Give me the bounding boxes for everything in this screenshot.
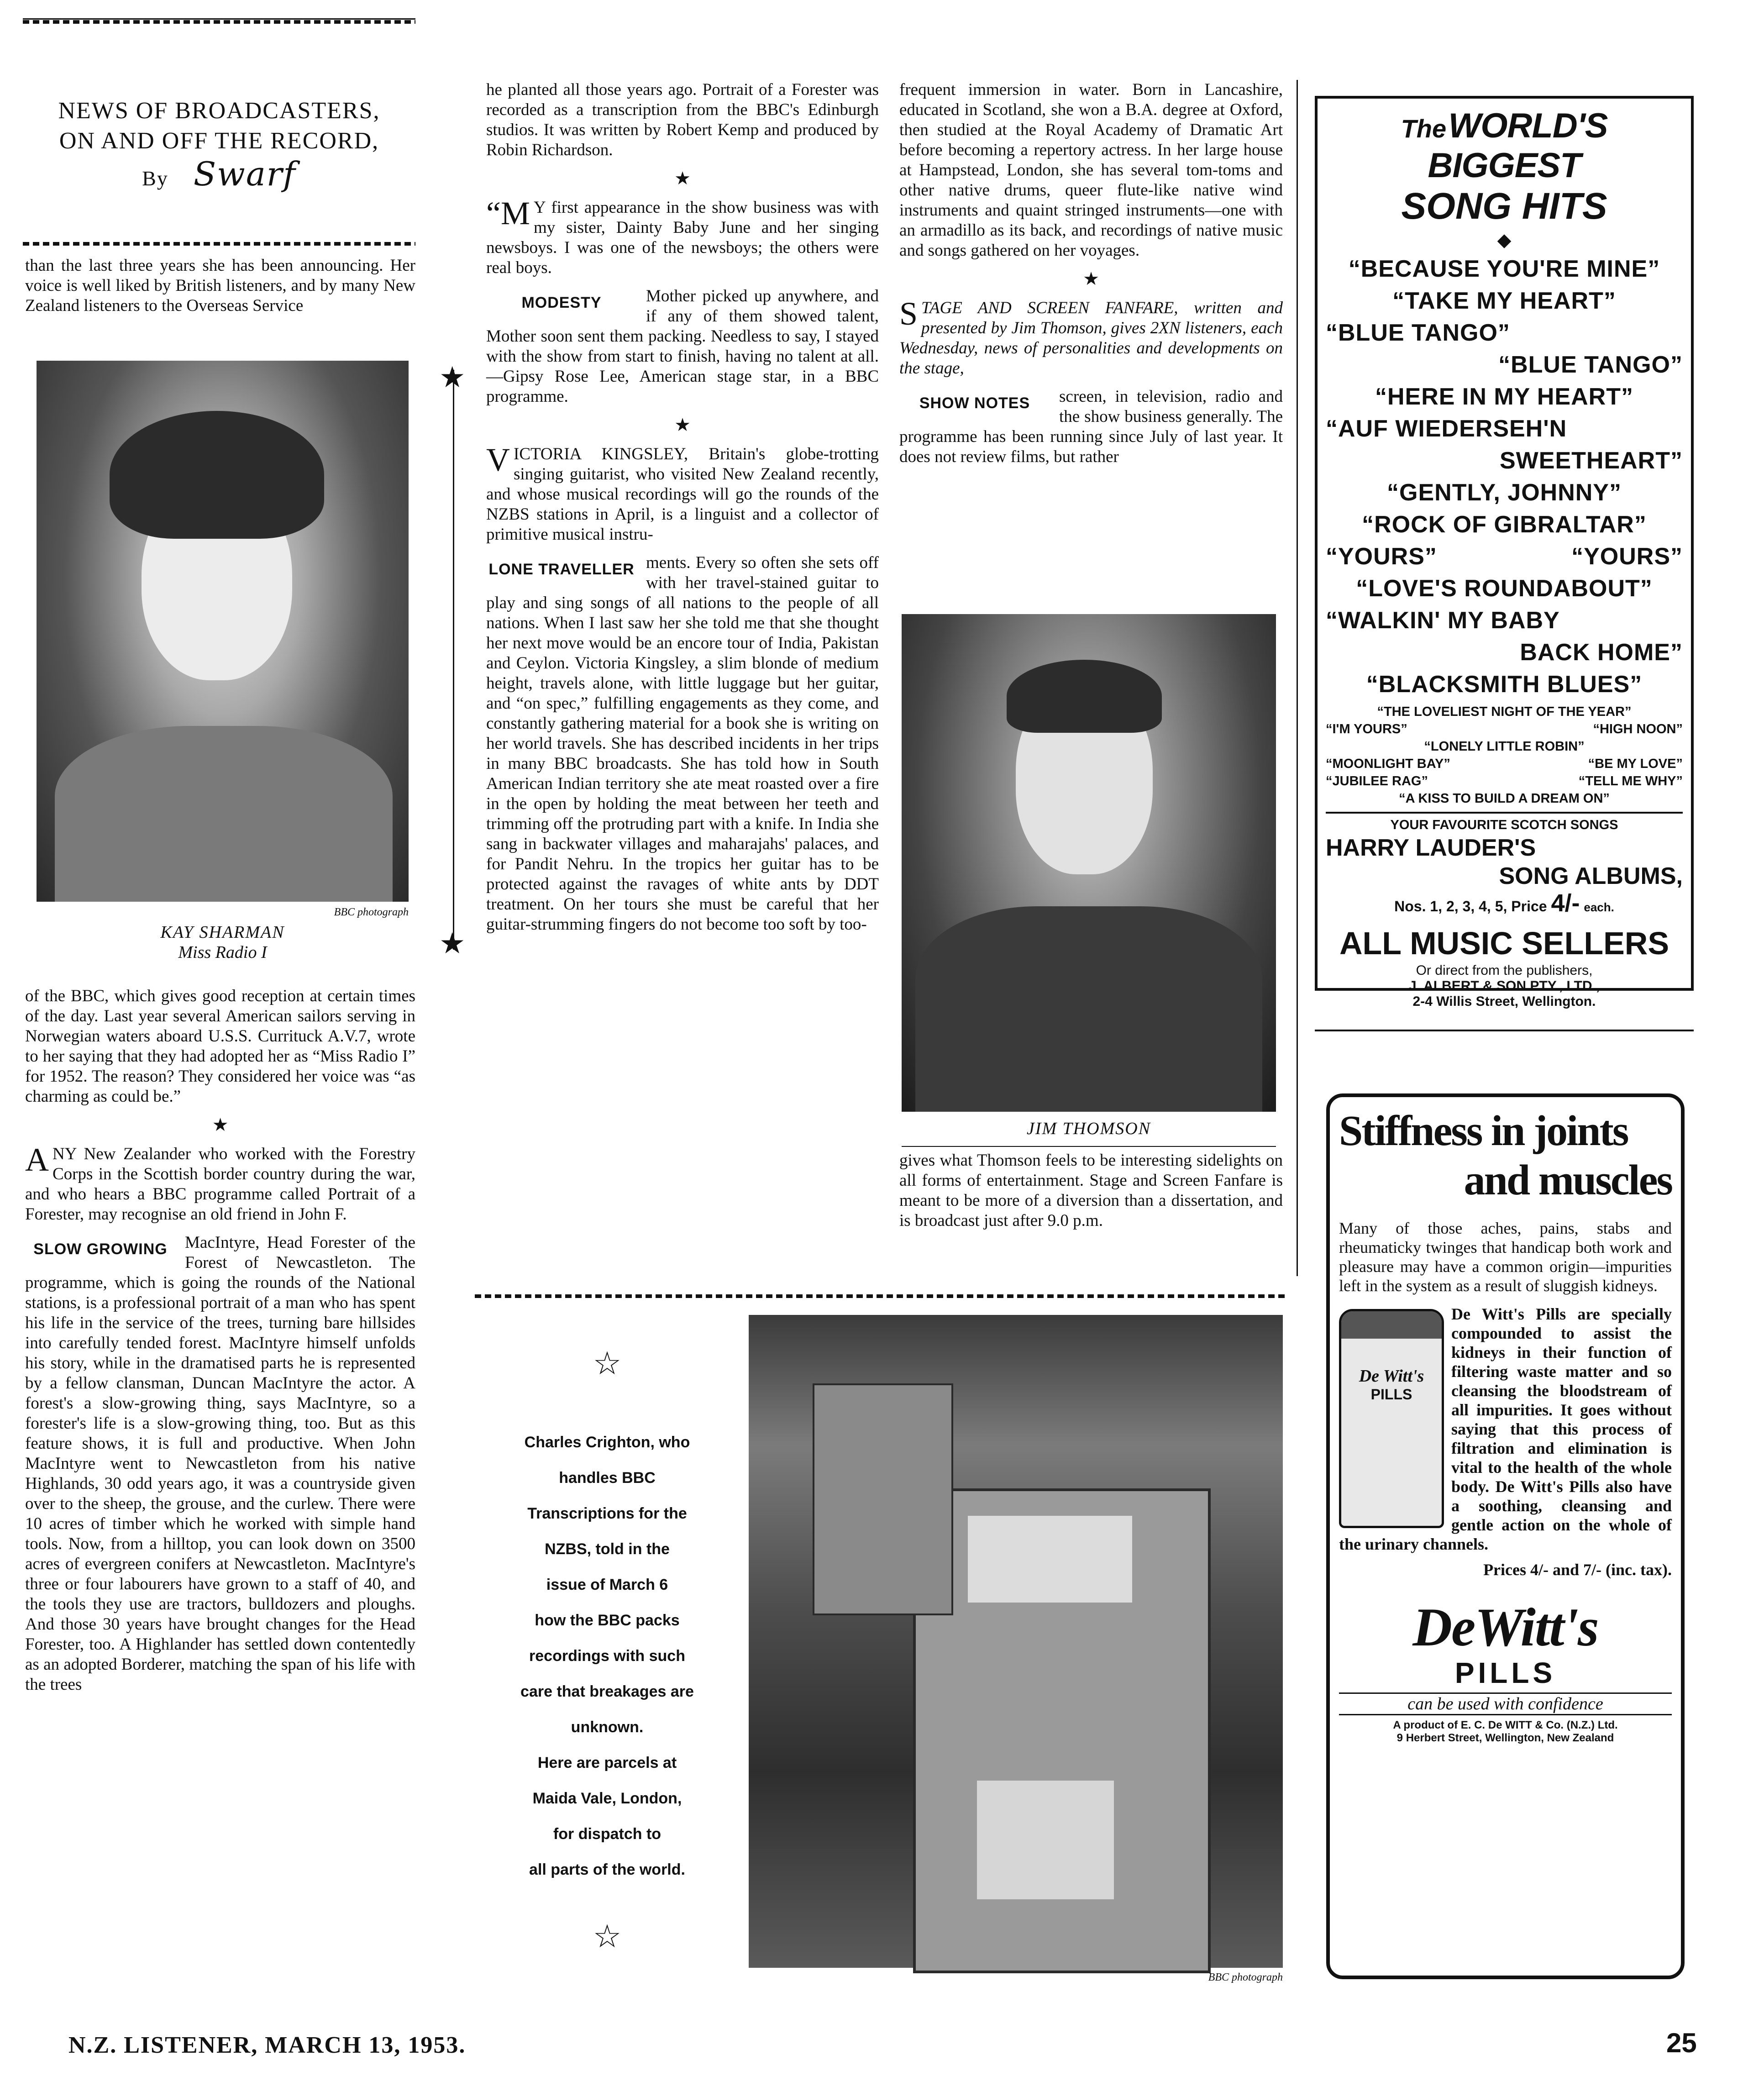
sharman-continued: of the BBC, which gives good reception at certain times of the day. Last year several American sailors serving in Norwegian waters aboard U.S.S. Currituck A.V.7, wrote to her saying that they had adopted her as “Miss Radio I” for 1952. The reason? They considered her voice was “as charming as could be.” — [25, 987, 415, 1106]
fanfare-body: SHOW NOTES screen, in television, radio and the show business generally. The programme has been running since July of last year. It does not review films, but rather — [899, 387, 1283, 466]
star-icon: ★ — [674, 168, 691, 189]
bottle-label-brand: De Witt's — [1359, 1366, 1424, 1386]
side-label-modesty: MODESTY — [521, 294, 602, 311]
divider-star-icon: ★ — [439, 927, 466, 960]
song-title: “AUF WIEDERSEH'N — [1326, 415, 1567, 442]
header-line-1: NEWS OF BROADCASTERS, — [58, 98, 380, 124]
song-title: “ROCK OF GIBRALTAR” — [1362, 511, 1647, 538]
column-3-bottom — [899, 1151, 1283, 1239]
victoria-body: LONE TRAVELLER ments. Every so often she sets off with her travel-stained guitar to play and sing songs of all nations to the people of all nations. When I last saw her she told me that she thought her next move would be an encore tour of India, Pakistan and Ceylon. Victoria Kingsley, a slim blonde of medium height, travels alone, with little luggage but her guitar, and “on spec,” fulfilling engagements as they come, and constantly gathering material for a book she is writing on her world travels. She has described incidents in her trips in many BBC broadcasts. She has told how in South American Indian territory she ate meat roasted over a fire in the open by holding the meat between her teeth and trimming off the protruding part with a knife. In India she sang in backwater villages and maharajahs' palaces, and for Pandit Nehru. In the tropics her guitar has to be protected against the ravages of white ants by DDT treatment. On her tours she must be careful that her guitar-strumming fingers do not become too soft by too- — [486, 553, 879, 934]
dewitts-para-2: De Witt's Pills are specially compounded to assist the kidneys in their function of filtering waste matter and so cleansing the bloodstream of all impurities. It goes without saying that this process of filtration and elimination is vital to the health of the whole body. De Witt's Pills also have a soothing, cleansing and gentle action on the whole of the urinary channels. — [1339, 1305, 1672, 1553]
modesty-lead: “M Y first appearance in the show business was with my sister, Dainty Baby June and her singing newsboys. I was one of the newsboys; the others were real boys. — [486, 195, 879, 277]
song-hits-ad — [1315, 96, 1694, 1009]
dewitts-headline-1: Stiffness in joints — [1339, 1107, 1628, 1155]
column-1-intro — [25, 256, 415, 324]
jim-thomson-photo — [902, 614, 1276, 1112]
kay-sharman-photo — [37, 361, 409, 902]
victoria-dropcap: V — [486, 441, 510, 478]
song-title: “BLACKSMITH BLUES” — [1366, 671, 1643, 698]
outline-star-icon: ☆ — [593, 1919, 622, 1955]
footer-masthead: N.Z. LISTENER, MARCH 13, 1953. — [68, 2032, 466, 2058]
side-label-slow-growing: SLOW GROWING — [33, 1240, 168, 1258]
song-title: “I'M YOURS” — [1326, 722, 1407, 736]
portrait-collar-shape — [55, 726, 393, 902]
header-top-wavy-rule — [23, 20, 415, 24]
song-title: “BE MY LOVE” — [1588, 757, 1683, 771]
song-title: “BECAUSE YOU'RE MINE” — [1348, 256, 1660, 282]
parcels-photo-credit: BBC photograph — [1208, 1971, 1283, 1983]
portrait-jacket-shape — [915, 906, 1262, 1112]
publisher-address: 2-4 Willis Street, Wellington. — [1412, 994, 1596, 1009]
side-label-show-notes: SHOW NOTES — [919, 394, 1030, 412]
song-title: “HERE IN MY HEART” — [1375, 384, 1633, 410]
scotch-songs-line: YOUR FAVOURITE SCOTCH SONGS — [1390, 818, 1618, 832]
portrait-hair-shape — [110, 411, 324, 539]
dewitts-confidence: can be used with confidence — [1339, 1692, 1672, 1715]
dewitts-product-address: 9 Herbert Street, Wellington, New Zealand — [1396, 1732, 1614, 1744]
ad-title-line1: WORLD'S BIGGEST — [1428, 106, 1608, 185]
song-title: “LONELY LITTLE ROBIN” — [1424, 739, 1585, 754]
lauder-line-2: SONG ALBUMS, — [1499, 863, 1683, 889]
portrait-hair-shape — [1007, 660, 1162, 733]
dewitts-para-1: Many of those aches, pains, stabs and rheumaticky twinges that handicap both work and pleasure may have a common origin—impurities left in the system as a result of sluggish kidneys. — [1339, 1219, 1672, 1295]
column-divider-3 — [1297, 80, 1298, 1276]
dewitts-product: A product of E. C. De WITT & Co. (N.Z.) Ltd. — [1393, 1719, 1618, 1731]
dewitts-logo — [1339, 1598, 1672, 1745]
side-label-lone-traveller: LONE TRAVELLER — [488, 561, 635, 578]
parcel-shape — [813, 1383, 953, 1615]
song-title: “BLUE TANGO” — [1498, 352, 1683, 378]
song-title: “YOURS” — [1326, 543, 1437, 570]
price-line: Nos. 1, 2, 3, 4, 5, Price 4/- each. — [1394, 889, 1614, 917]
page-number: 25 — [1666, 2028, 1697, 2058]
header-line-2: ON AND OFF THE RECORD, — [59, 128, 379, 154]
ad-title — [1326, 106, 1683, 253]
feature-caption: Charles Crighton, who handles BBC Transcriptions for the NZBS, told in the issue of March 6 how the BBC packs recordings with such care that breakages are unknown. Here are parcels at Maida Vale, London, for dispatch to all parts of the world. — [520, 1434, 694, 1878]
header-top-rule — [23, 18, 415, 20]
feature-top-wavy-rule — [475, 1294, 1287, 1298]
forester-body: SLOW GROWING MacIntyre, Head Forester of the Forest of Newcastleton. The programme, which is going the rounds of the National stations, is a professional portrait of a man who has spent his life in the service of the trees, turning bare hillsides into carefully tended forest. MacIntyre himself unfolds his story, while in the dramatised parts he is represented by a fellow clansman, Duncan MacIntyre the actor. A forest's a slow-growing thing, says MacIntyre, so a forester's life is a slow-growing thing, too. But as this feature shows, it is full and productive. When John MacIntyre went to Newcastleton from his native Highlands, 30 odd years ago, it was a countryside given over to the sheep, the grouse, and the curlew. There were 10 acres of timber which he worked with simple hand tools. Now, from a hilltop, you can look down on 3500 acres of evergreen conifers at Newcastleton. MacIntyre's three or four labourers have grown to a staff of 40, and the tools they use are tractors, bulldozers and ploughs. And those 30 years have brought changes for the Head Forester, too. A Highlander has settled down contentedly as an adopted Borderer, matching the span of his life with the trees — [25, 1233, 415, 1694]
small-song-list — [1326, 703, 1683, 807]
song-title: “GENTLY, JOHNNY” — [1387, 479, 1622, 506]
caption-rule — [902, 1146, 1276, 1147]
star-icon: ★ — [674, 415, 691, 435]
forester-lead: A NY New Zealander who worked with the Forestry Corps in the Scottish border country during the war, and who hears a BBC programme called Portrait of a Forester, may recognise an old friend in John F. — [25, 1141, 415, 1224]
bottle-cap-shape — [1341, 1311, 1442, 1339]
dewitts-prices: Prices 4/- and 7/- (inc. tax). — [1483, 1561, 1672, 1579]
dewitts-ad — [1326, 1093, 1685, 1979]
song-title: “YOURS” — [1571, 543, 1683, 570]
song-title: “TAKE MY HEART” — [1392, 288, 1616, 314]
modesty-dropcap: “M — [486, 195, 530, 231]
song-list — [1326, 253, 1683, 1009]
modesty-body: MODESTY Mother picked up anywhere, and if any of them showed talent, Mother soon sent them packing. Needless to say, I stayed with the show from start to finish, having no talent at all.—Gipsy Rose Lee, American stage star, in a BBC programme. — [486, 287, 879, 406]
bottle-label-pills: PILLS — [1370, 1386, 1412, 1403]
song-title: “LOVE'S ROUNDABOUT” — [1356, 575, 1653, 602]
outline-star-icon: ☆ — [593, 1346, 622, 1382]
victoria-lead: V ICTORIA KINGSLEY, Britain's globe-trotting singing guitarist, who visited New Zealand recently, and whose musical recordings will go the rounds of the NZBS stations in April, is a linguist and a collector of primitive musical instru- — [486, 441, 879, 544]
song-title: “BLUE TANGO” — [1326, 320, 1510, 346]
lauder-line-1: HARRY LAUDER'S — [1326, 835, 1536, 861]
header-signature: Swarf — [193, 155, 296, 193]
song-title: “MOONLIGHT BAY” — [1326, 757, 1450, 771]
publisher-line: J. ALBERT & SON PTY., LTD., — [1408, 978, 1600, 993]
intro-paragraph: than the last three years she has been announcing. Her voice is well liked by British listeners, and by many New Zealand listeners to the Overseas Service — [25, 256, 415, 315]
forester-dropcap: A — [25, 1141, 49, 1178]
jim-thomson-caption: JIM THOMSON — [1026, 1119, 1151, 1138]
kay-caption-name: KAY SHARMAN — [160, 923, 285, 942]
column-3-top — [899, 80, 1283, 475]
parcels-photo — [749, 1315, 1283, 1968]
kay-photo-credit: BBC photograph — [334, 906, 409, 918]
direct-line: Or direct from the publishers, — [1416, 963, 1593, 978]
victoria-end: frequent immersion in water. Born in Lancashire, educated in Scotland, she won a B.A. degree at Oxford, then studied at the Royal Academy of Dramatic Art before becoming a repertory actress. In her large house at Hampstead, London, she has several tom-toms and other native drums, queer flute-like native wind instruments and quaint stringed instruments—one with an armadillo as its back, and recordings of native music and songs gathered on her voyages. — [899, 80, 1283, 260]
song-title: “HIGH NOON” — [1593, 722, 1683, 736]
star-icon: ★ — [1083, 268, 1099, 289]
song-title: SWEETHEART” — [1500, 447, 1683, 474]
ad-title-line2: SONG HITS — [1401, 185, 1607, 227]
dewitts-logo-pills: PILLS — [1454, 1656, 1556, 1689]
divider-star-icon: ★ — [439, 361, 466, 394]
header-by: By — [142, 167, 168, 190]
song-title: BACK HOME” — [1520, 639, 1683, 666]
dewitts-headline-2: and muscles — [1464, 1156, 1672, 1204]
fanfare-dropcap: S — [899, 295, 918, 332]
parcel-label-shape — [977, 1781, 1114, 1899]
ad-separator-rule — [1315, 1030, 1694, 1031]
forester-end: he planted all those years ago. Portrait of a Forester was recorded as a transcription from the BBC's Edinburgh studios. It was written by Robert Kemp and produced by Robin Richardson. — [486, 80, 879, 159]
all-music-sellers: ALL MUSIC SELLERS — [1339, 925, 1670, 961]
song-title: “JUBILEE RAG” — [1326, 774, 1428, 788]
price-value: 4/- — [1551, 889, 1580, 917]
column-header — [23, 96, 415, 194]
column-divider-1 — [453, 370, 454, 950]
ad-divider — [1326, 812, 1683, 814]
kay-caption-sub: Miss Radio I — [178, 943, 267, 962]
fanfare-lead: S TAGE AND SCREEN FANFARE, written and presented by Jim Thomson, gives 2XN listeners, each Wednesday, news of personalities and developments on the stage, — [899, 295, 1283, 378]
header-bottom-wavy-rule — [23, 242, 415, 246]
fanfare-end: gives what Thomson feels to be interesting sidelights on all forms of entertainment. Stage and Screen Fanfare is meant to be more of a diversion than a dissertation, and is broadcast just after 9.0 p.m. — [899, 1151, 1283, 1230]
ad-title-the: The — [1401, 114, 1447, 143]
song-title: “A KISS TO BUILD A DREAM ON” — [1399, 791, 1610, 806]
song-title: “WALKIN' MY BABY — [1326, 607, 1560, 634]
diamond-icon: ◆ — [1497, 230, 1512, 250]
star-icon: ★ — [212, 1114, 229, 1135]
column-2 — [486, 80, 879, 943]
parcel-label-shape — [968, 1516, 1132, 1603]
bottle-image — [1339, 1309, 1444, 1528]
column-1-body — [25, 986, 415, 1703]
song-title: “THE LOVELIEST NIGHT OF THE YEAR” — [1377, 704, 1632, 719]
dewitts-logo-text: DeWitt's — [1412, 1597, 1598, 1657]
song-title: “TELL ME WHY” — [1578, 774, 1683, 788]
